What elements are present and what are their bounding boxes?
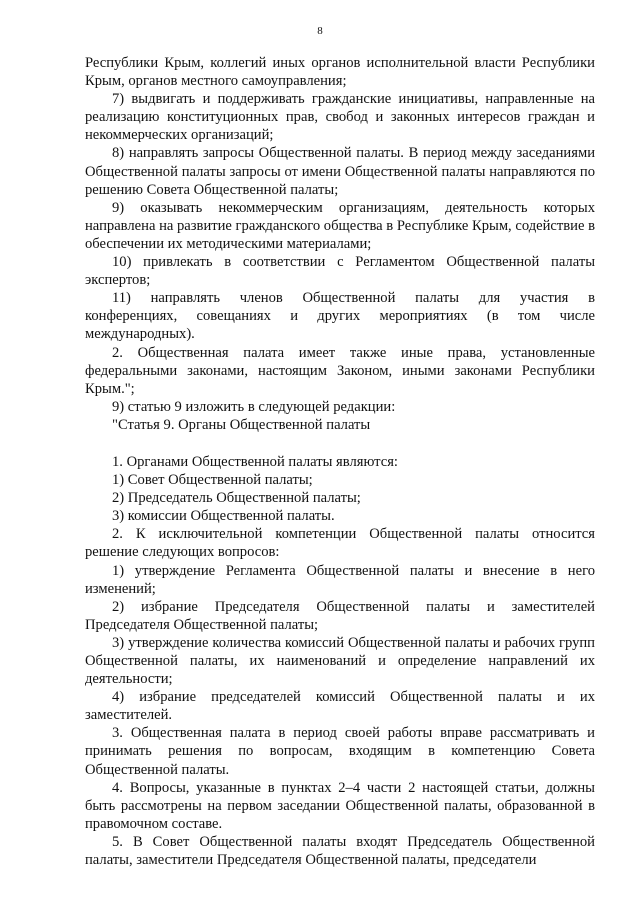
list-item: 2) избрание Председателя Общественной палаты и заместителей Председателя Общественной палаты;: [85, 598, 595, 633]
paragraph: Республики Крым, коллегий иных органов исполнительной власти Республики Крым, органов местного самоуправления;: [85, 55, 595, 90]
paragraph: 10) привлекать в соответствии с Регламентом Общественной палаты экспертов;: [85, 254, 595, 289]
paragraph: 2. К исключительной компетенции Общественной палаты относится решение следующих вопросов:: [85, 526, 595, 561]
paragraph: 3. Общественная палата в период своей работы вправе рассматривать и принимать решения по вопросам, входящим в компетенцию Совета Общественной палаты.: [85, 725, 595, 778]
paragraph: 4. Вопросы, указанные в пунктах 2–4 части 2 настоящей статьи, должны быть рассмотрены на первом заседании Общественной палаты, образованной в правомочном составе.: [85, 779, 595, 832]
page-number: 8: [317, 25, 323, 37]
list-item: 2) Председатель Общественной палаты;: [112, 490, 361, 507]
article-heading: "Статья 9. Органы Общественной палаты: [112, 416, 371, 433]
list-item: 1) Совет Общественной палаты;: [112, 472, 313, 489]
list-item: 1) утверждение Регламента Общественной палаты и внесение в него изменений;: [85, 562, 595, 597]
list-item: 4) избрание председателей комиссий Общественной палаты и их заместителей.: [85, 689, 595, 724]
paragraph: 7) выдвигать и поддерживать гражданские инициативы, направленные на реализацию конституционных прав, свобод и законных интересов граждан и некоммерческих организаций;: [85, 91, 595, 144]
paragraph: 1. Органами Общественной палаты являются:: [112, 453, 398, 470]
paragraph: 8) направлять запросы Общественной палаты. В период между заседаниями Общественной палаты запросы от имени Общественной палаты направляются по решению Совета Общественной палаты;: [85, 145, 595, 198]
paragraph: 11) направлять членов Общественной палаты для участия в конференциях, совещаниях и других мероприятиях (в том числе международных).: [85, 290, 595, 343]
paragraph: 2. Общественная палата имеет также иные права, установленные федеральными законами, настоящим Законом, иными законами Республики Крым.";: [85, 344, 595, 397]
document-body: [85, 54, 595, 869]
list-item: 3) утверждение количества комиссий Общественной палаты и рабочих групп Общественной палаты, их наименований и определение направлений их деятельности;: [85, 634, 595, 688]
paragraph: 9) статью 9 изложить в следующей редакции:: [112, 398, 396, 415]
paragraph: 9) оказывать некоммерческим организациям, деятельность которых направлена на развитие гражданского общества в Республике Крым, содействие в обеспечении их методическими материалами;: [85, 199, 595, 252]
list-item: 3) комиссии Общественной палаты.: [112, 508, 335, 525]
paragraph: 5. В Совет Общественной палаты входят Председатель Общественной палаты, заместители Председателя Общественной палаты, председатели: [85, 833, 595, 869]
